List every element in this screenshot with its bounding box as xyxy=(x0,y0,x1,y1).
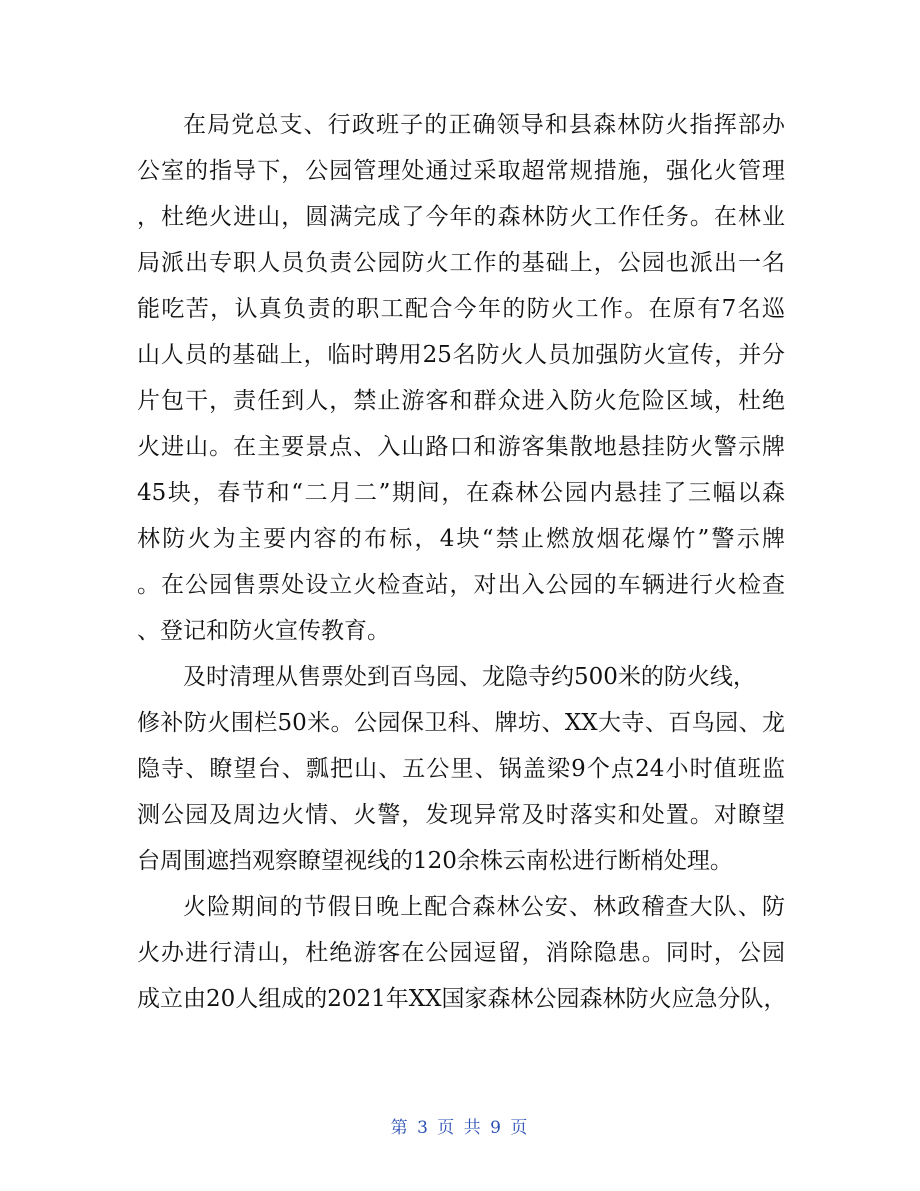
paragraph-1-line-12: 、登记和防火宣传教育。 xyxy=(137,618,390,644)
paragraph-3-line-2: 火办进行清山，杜绝游客在公园逗留，消除隐患。同时，公园 xyxy=(137,940,785,966)
paragraph-1-line-10: 林防火为主要内容的布标，4块“禁止燃放烟花爆竹”警示牌 xyxy=(137,526,785,552)
paragraph-1-line-8: 火进山。在主要景点、入山路口和游客集散地悬挂防火警示牌 xyxy=(137,434,785,460)
paragraph-2-line-3: 隐寺、瞭望台、瓢把山、五公里、锅盖梁9个点24小时值班监 xyxy=(137,756,785,782)
paragraph-2-line-4: 测公园及周边火情、火警，发现异常及时落实和处置。对瞭望 xyxy=(137,802,785,828)
paragraph-1-line-4: 局派出专职人员负责公园防火工作的基础上，公园也派出一名 xyxy=(137,250,785,276)
paragraph-2-line-5: 台周围遮挡观察瞭望视线的120余株云南松进行断梢处理。 xyxy=(137,848,733,874)
page-number-footer: 第 3 页 共 9 页 xyxy=(390,1118,530,1138)
paragraph-3-line-1: 火险期间的节假日晚上配合森林公安、林政稽查大队、防 xyxy=(183,894,785,920)
paragraph-1-line-1: 在局党总支、行政班子的正确领导和县森林防火指挥部办 xyxy=(183,112,785,138)
paragraph-1-line-2: 公室的指导下，公园管理处通过采取超常规措施，强化火管理 xyxy=(137,158,785,184)
paragraph-1-line-11: 。在公园售票处设立火检查站，对出入公园的车辆进行火检查 xyxy=(137,572,785,598)
paragraph-1-line-9: 45块，春节和“二月二”期间，在森林公园内悬挂了三幅以森 xyxy=(137,480,785,506)
paragraph-3-line-3: 成立由20人组成的2021年XX国家森林公园森林防火应急分队， xyxy=(137,986,787,1012)
paragraph-1-line-3: ，杜绝火进山，圆满完成了今年的森林防火工作任务。在林业 xyxy=(137,204,785,230)
paragraph-2-line-1: 及时清理从售票处到百鸟园、龙隐寺约500米的防火线， xyxy=(183,664,756,690)
paragraph-1-line-5: 能吃苦，认真负责的职工配合今年的防火工作。在原有7名巡 xyxy=(137,296,785,322)
paragraph-2-line-2: 修补防火围栏50米。公园保卫科、牌坊、XX大寺、百鸟园、龙 xyxy=(137,710,785,736)
paragraph-1-line-7: 片包干，责任到人，禁止游客和群众进入防火危险区域，杜绝 xyxy=(137,388,785,414)
document-body xyxy=(137,102,785,1022)
paragraph-1-line-6: 山人员的基础上，临时聘用25名防火人员加强防火宣传，并分 xyxy=(137,342,785,368)
